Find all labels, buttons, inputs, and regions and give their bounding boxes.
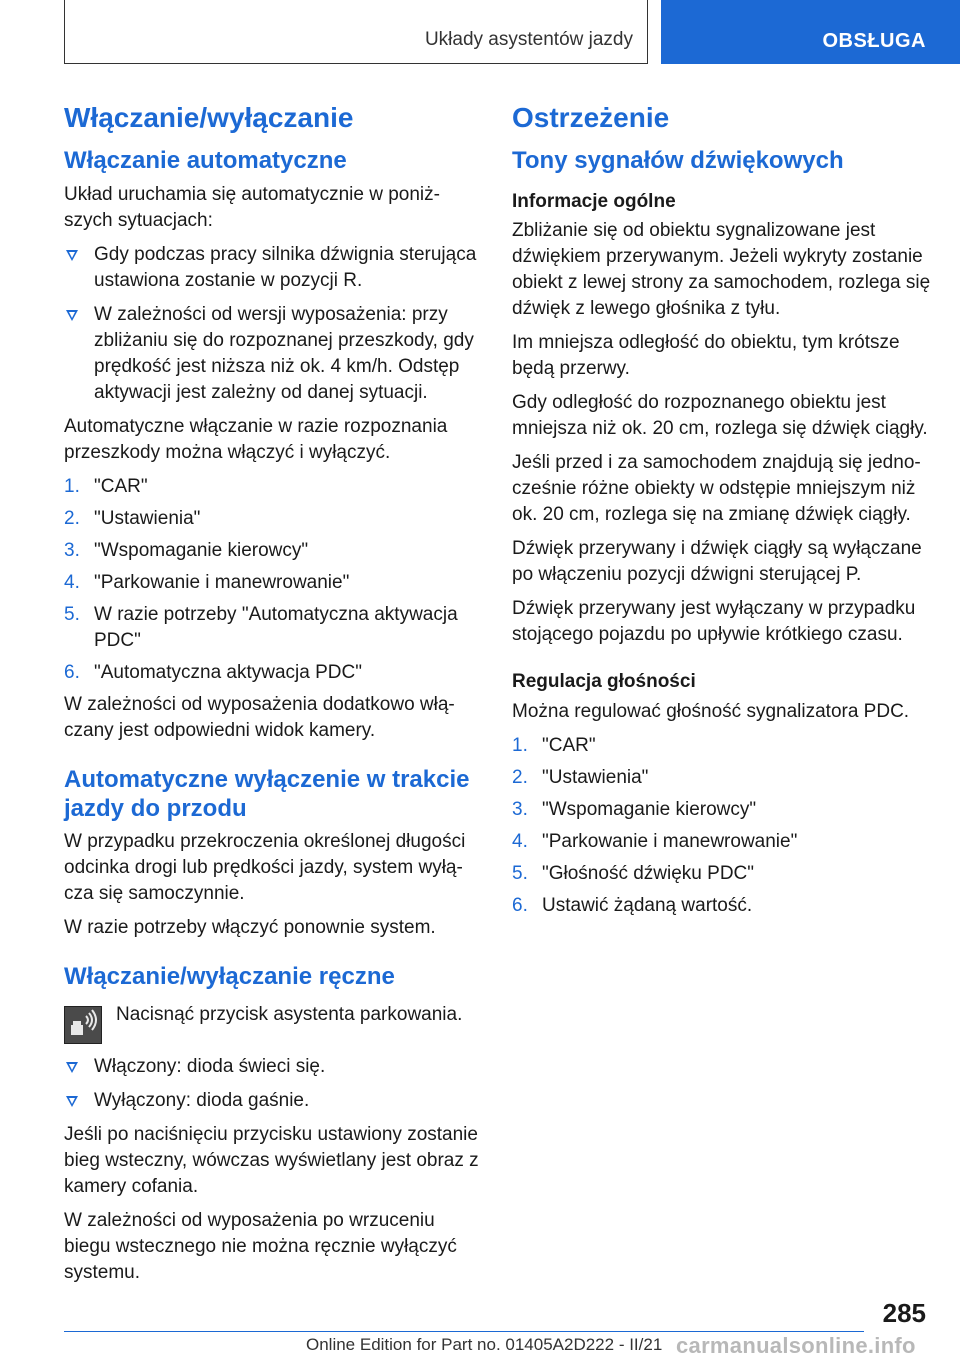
auto-on-steps [64,474,484,686]
volume-steps [512,733,932,919]
button-instruction [64,1002,484,1044]
step-item: 4. "Parkowanie i manewrowanie" [512,831,798,853]
step-item: 5. "Głośność dźwięku PDC" [512,863,755,885]
heading-auto-off: Automatyczne wyłączenie w trakcie jazdy do przodu [64,765,470,822]
footer-divider [64,1331,864,1332]
edition-note: Online Edition for Part no. 01405A2D222 - II/21 [306,1335,663,1354]
chapter-badge: OBSŁUGA [822,30,926,52]
auto-off-p1: W przypadku przekroczenia określonej długości odcinka drogi lub prędkości jazdy, system wyłą-cza się samoczynnie. [64,831,466,905]
left-column [64,100,484,1294]
manual-section [64,963,484,1286]
auto-on-bullets [64,242,484,406]
page-number: 285 [882,1298,926,1328]
triangle-bullet-icon [66,1062,78,1073]
step-item: 1. "CAR" [64,475,148,497]
tones-para: Zbliżanie się od obiektu sygnalizowane jest dźwiękiem przerywanym. Jeżeli wykryty zostanie obiekt z lewej strony za samochodem, rozlega się dźwięk z lewego głośnika z tyłu. [512,220,931,320]
auto-off-p2: W razie potrzeby włączyć ponownie system. [64,917,436,939]
auto-on-intro: Układ uruchamia się automatycznie w poniż-szych sytuacjach: [64,183,440,231]
list-item: Gdy podczas pracy silnika dźwignia sterująca ustawiona zostanie w pozycji R. [64,242,484,294]
heading-general-info: Informacje ogólne [512,190,676,212]
chapter-tab [661,0,960,64]
tones-para: Gdy odległość do rozpoznanego obiektu jest mniejsza niż ok. 20 cm, rozlega się dźwięk ciągły. [512,392,928,440]
park-assist-button-icon [64,1006,102,1044]
step-item: 6. "Automatyczna aktywacja PDC" [64,661,362,683]
button-instruction-text: Nacisnąć przycisk asystenta parkowania. [116,1004,463,1026]
tones-para: Dźwięk przerywany jest wyłączany w przypadku stojącego pojazdu po upływie krótkiego czasu. [512,598,916,646]
list-item: Włączony: dioda świeci się. [64,1054,484,1080]
step-item: 3. "Wspomaganie kierowcy" [512,799,757,821]
heading-manual: Włączanie/wyłączanie ręczne [64,963,395,991]
watermark: carmanualsonline.info [676,1333,916,1358]
list-item: Wyłączony: dioda gaśnie. [64,1088,484,1114]
triangle-bullet-icon [66,310,78,321]
heading-tones: Tony sygnałów dźwiękowych [512,147,844,174]
triangle-bullet-icon [66,250,78,261]
tones-para: Jeśli przed i za samochodem znajdują się jedno-cześnie różne obiekty w odstępie mniejszym niż ok. 20 cm, rozlega się na zmianę dźwięk ciągły. [512,452,921,526]
header-section-box [64,0,648,64]
manual-p1: Jeśli po naciśnięciu przycisku ustawiony zostanie bieg wsteczny, wówczas wyświetlany jest obraz z kamery cofania. [64,1124,479,1198]
heading-volume: Regulacja głośności [512,671,696,693]
step-item: 4. "Parkowanie i manewrowanie" [64,571,350,593]
step-item: 5. W razie potrzeby "Automatyczna aktywacja PDC" [64,603,458,651]
manual-p2: W zależności od wyposażenia po wrzuceniu biegu wstecznego nie można ręcznie wyłączyć systemu. [64,1210,457,1284]
list-item: W zależności od wersji wyposażenia: przy zbliżaniu się do rozpoznanej przeszkody, gdy prędkość jest niższa niż ok. 4 km/h. Odstęp aktywacji jest zależny od danej sytuacji. [64,302,484,406]
step-item: 3. "Wspomaganie kierowcy" [64,539,309,561]
right-column [512,100,932,925]
volume-section [512,670,932,919]
step-item: 6. Ustawić żądaną wartość. [512,895,753,917]
auto-on-para: Automatyczne włączanie w razie rozpoznania przeszkody można włączyć i wyłączyć. [64,415,448,463]
tones-para: Dźwięk przerywany i dźwięk ciągły są wyłączane po włączeniu pozycji dźwigni sterującej P. [512,538,922,586]
manual-bullets [64,1054,484,1114]
volume-intro: Można regulować głośność sygnalizatora PDC. [512,701,910,723]
tones-para: Im mniejsza odległość do obiektu, tym krótsze będą przerwy. [512,332,900,380]
step-item: 2. "Ustawienia" [512,767,649,789]
auto-on-after: W zależności od wyposażenia dodatkowo włą-czany jest odpowiedni widok kamery. [64,693,455,741]
section-title: Układy asystentów jazdy [424,29,633,50]
step-item: 2. "Ustawienia" [64,507,201,529]
heading-on-off: Włączanie/wyłączanie [64,102,354,133]
triangle-bullet-icon [66,1096,78,1107]
step-item: 1. "CAR" [512,735,596,757]
heading-auto-on: Włączanie automatyczne [64,147,347,174]
auto-off-section [64,766,484,942]
heading-warning: Ostrzeżenie [512,102,670,133]
